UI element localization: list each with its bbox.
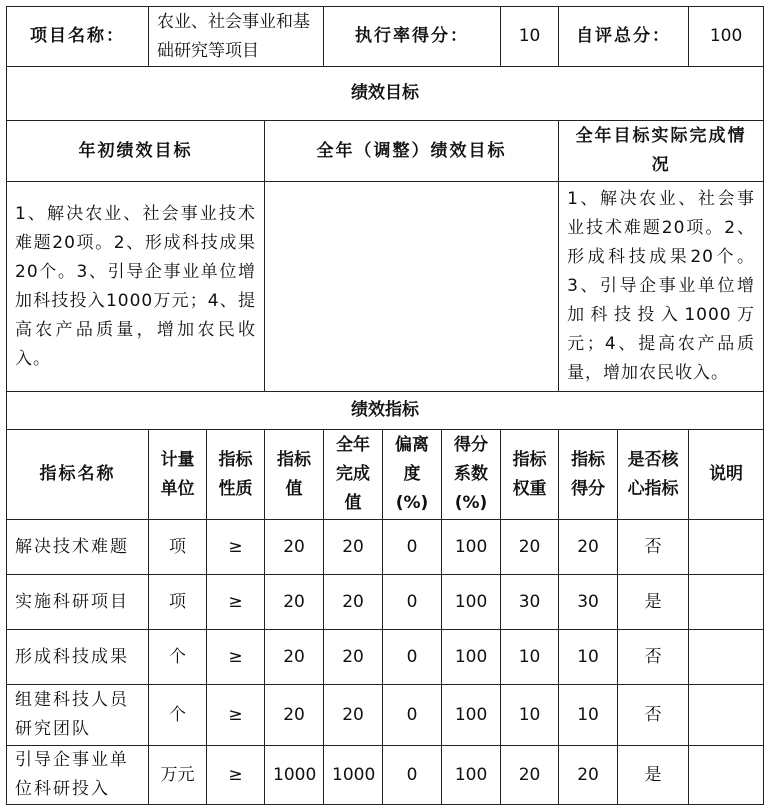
goals-title-row [7, 67, 764, 121]
evaluation-table [6, 6, 764, 805]
indicator-remarks [689, 575, 764, 630]
indicator-target: 20 [265, 685, 324, 746]
indicator-target: 20 [265, 520, 324, 575]
indicator-nature: ≥ [207, 575, 265, 630]
indicator-weight: 10 [501, 685, 559, 746]
col-remarks: 说明 [689, 430, 764, 520]
indicator-core: 是 [618, 746, 689, 805]
indicator-unit: 万元 [149, 746, 207, 805]
indicator-deviation: 0 [383, 746, 442, 805]
indicators-title-row [7, 392, 764, 430]
indicator-unit: 个 [149, 685, 207, 746]
table-row [7, 630, 764, 685]
project-name-value: 农业、社会事业和基础研究等项目 [149, 7, 324, 67]
indicator-nature: ≥ [207, 520, 265, 575]
col-score: 指标得分 [559, 430, 618, 520]
indicator-target: 1000 [265, 746, 324, 805]
total-score-label: 自评总分： [559, 7, 689, 67]
goals-header-row [7, 121, 764, 182]
indicator-core: 否 [618, 520, 689, 575]
adjusted-goal-header: 全年（调整）绩效目标 [265, 121, 559, 182]
indicator-score: 20 [559, 520, 618, 575]
indicator-coefficient: 100 [442, 630, 501, 685]
execution-rate-value: 10 [501, 7, 559, 67]
col-core-indicator: 是否核心指标 [618, 430, 689, 520]
indicator-score: 10 [559, 685, 618, 746]
indicator-deviation: 0 [383, 685, 442, 746]
indicator-remarks [689, 685, 764, 746]
indicator-core: 是 [618, 575, 689, 630]
execution-rate-label: 执行率得分： [324, 7, 501, 67]
indicator-core: 否 [618, 685, 689, 746]
indicators-section-title: 绩效指标 [7, 392, 764, 430]
goals-section-title: 绩效目标 [7, 67, 764, 121]
project-name-label: 项目名称： [7, 7, 149, 67]
indicator-nature: ≥ [207, 746, 265, 805]
total-score-value: 100 [689, 7, 764, 67]
indicator-completed: 20 [324, 685, 383, 746]
indicator-deviation: 0 [383, 630, 442, 685]
indicator-name: 形成科技成果 [7, 630, 149, 685]
indicator-score: 10 [559, 630, 618, 685]
indicator-completed: 20 [324, 575, 383, 630]
indicator-nature: ≥ [207, 630, 265, 685]
indicator-unit: 个 [149, 630, 207, 685]
indicator-coefficient: 100 [442, 685, 501, 746]
col-nature: 指标性质 [207, 430, 265, 520]
indicator-target: 20 [265, 630, 324, 685]
indicator-completed: 20 [324, 520, 383, 575]
adjusted-goal-text [265, 182, 559, 392]
indicator-name: 组建科技人员研究团队 [7, 685, 149, 746]
col-unit: 计量单位 [149, 430, 207, 520]
indicator-weight: 10 [501, 630, 559, 685]
indicators-header-row [7, 430, 764, 520]
indicator-coefficient: 100 [442, 575, 501, 630]
indicator-unit: 项 [149, 520, 207, 575]
indicator-completed: 20 [324, 630, 383, 685]
table-row [7, 520, 764, 575]
indicator-weight: 20 [501, 520, 559, 575]
indicator-completed: 1000 [324, 746, 383, 805]
actual-completion-header: 全年目标实际完成情况 [559, 121, 764, 182]
indicator-name: 解决技术难题 [7, 520, 149, 575]
indicator-weight: 20 [501, 746, 559, 805]
indicator-unit: 项 [149, 575, 207, 630]
indicator-remarks [689, 630, 764, 685]
table-row [7, 575, 764, 630]
indicator-coefficient: 100 [442, 746, 501, 805]
indicator-coefficient: 100 [442, 520, 501, 575]
indicator-deviation: 0 [383, 575, 442, 630]
indicator-score: 30 [559, 575, 618, 630]
actual-completion-text: 1、解决农业、社会事业技术难题20项。2、形成科技成果20个。3、引导企事业单位增加科技投入1000万元；4、提高农产品质量，增加农民收入。 [559, 182, 764, 392]
col-indicator-name: 指标名称 [7, 430, 149, 520]
col-weight: 指标权重 [501, 430, 559, 520]
indicator-nature: ≥ [207, 685, 265, 746]
initial-goal-text: 1、解决农业、社会事业技术难题20项。2、形成科技成果20个。3、引导企事业单位增加科技投入1000万元；4、提高农产品质量，增加农民收入。 [7, 182, 265, 392]
col-target-value: 指标值 [265, 430, 324, 520]
table-row [7, 685, 764, 746]
indicator-deviation: 0 [383, 520, 442, 575]
table-row [7, 746, 764, 805]
col-deviation: 偏离度(%) [383, 430, 442, 520]
header-row [7, 7, 764, 67]
indicator-name: 引导企事业单位科研投入 [7, 746, 149, 805]
initial-goal-header: 年初绩效目标 [7, 121, 265, 182]
goals-content-row [7, 182, 764, 392]
indicator-weight: 30 [501, 575, 559, 630]
indicator-name: 实施科研项目 [7, 575, 149, 630]
indicator-score: 20 [559, 746, 618, 805]
indicator-core: 否 [618, 630, 689, 685]
indicator-remarks [689, 746, 764, 805]
col-completed-value: 全年完成值 [324, 430, 383, 520]
col-score-coefficient: 得分系数(%) [442, 430, 501, 520]
indicator-target: 20 [265, 575, 324, 630]
indicator-remarks [689, 520, 764, 575]
